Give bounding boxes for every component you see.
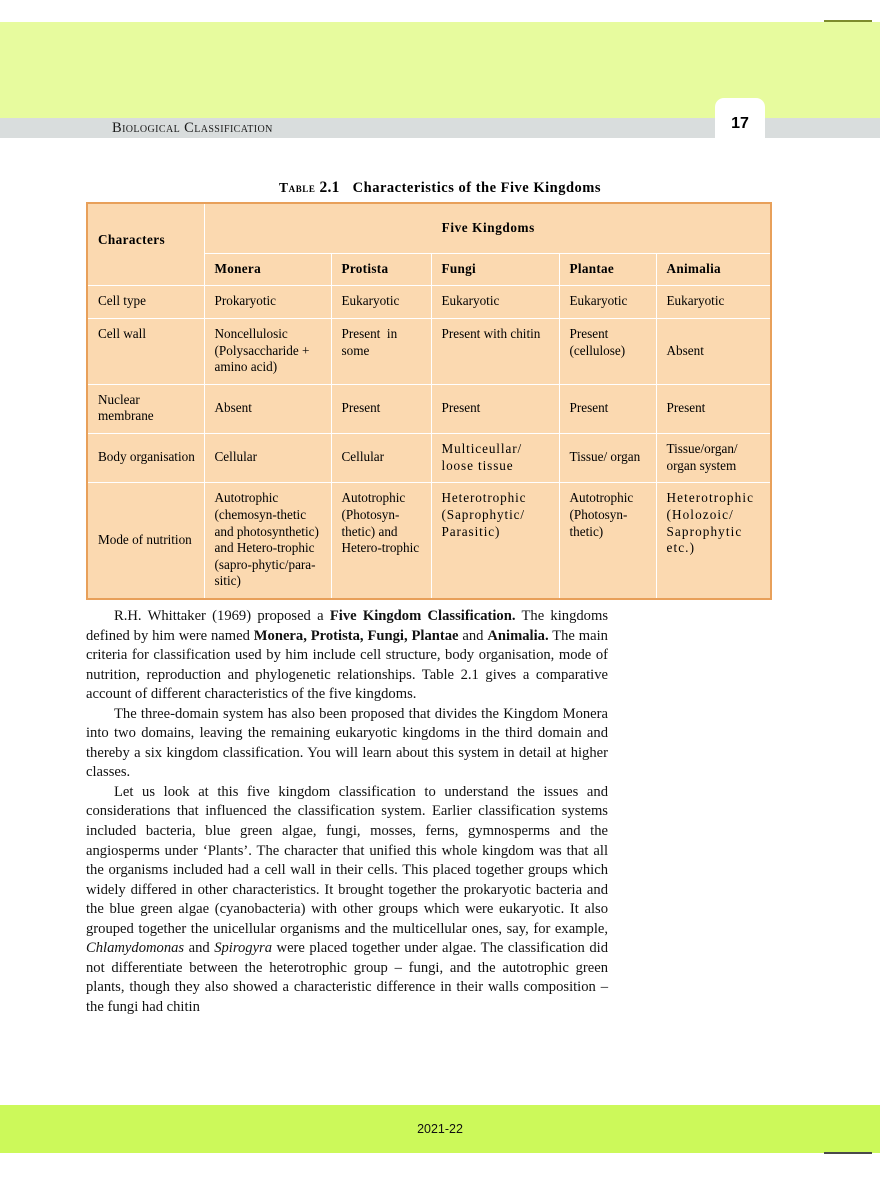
table-number: 2.1: [319, 179, 340, 196]
footer-corner-mark: [824, 1152, 872, 1154]
row-label-body-organisation: Body organisation: [87, 434, 204, 483]
table-header-five-kingdoms: Five Kingdoms: [204, 203, 771, 253]
cell-wall-protista: Present in some: [331, 318, 431, 384]
p1-bold-five-kingdom: Five Kingdom Classification.: [329, 608, 516, 624]
table-row: [87, 318, 771, 384]
five-kingdoms-table: [86, 202, 772, 600]
cell-type-monera: Prokaryotic: [204, 286, 331, 319]
body-organisation-protista: Cellular: [331, 434, 431, 483]
paragraph-five-kingdom-issues: [86, 783, 608, 1018]
body-organisation-animalia: Tissue/organ/ organ system: [656, 434, 771, 483]
cell-type-protista: Eukaryotic: [331, 286, 431, 319]
paragraph-three-domain: The three-domain system has also been proposed that divides the Kingdom Monera into two domains, leaving the remaining eukaryotic kingdoms in the third domain and thereby a six kingdom classification. You will learn about this system in detail at higher classes.: [86, 705, 608, 781]
table-header-characters: Characters: [87, 203, 204, 286]
table-row: [87, 384, 771, 433]
nuclear-membrane-monera: Absent: [204, 384, 331, 433]
p3-part-a: Let us look at this five kingdom classification to understand the issues and considerations that influenced the classification system. Earlier classification systems included bacteria, blue green algae, fungi, mosses, ferns, gymnosperms and the angiosperms under ‘Plants’. The character that unified this whole kingdom was that all the organisms included had a cell wall in their cells. This placed together groups which widely differed in other characteristics. It brought together the prokaryotic bacteria and the blue green algae (cyanobacteria) with other groups which were eukaryotic. It also grouped together the unicellular organisms and the multicellular ones, say, for example,: [86, 783, 608, 937]
cell-type-plantae: Eukaryotic: [559, 286, 656, 319]
nuclear-membrane-animalia: Present: [656, 384, 771, 433]
table-label: Table: [278, 180, 316, 195]
mode-of-nutrition-plantae: Autotrophic (Photosyn-thetic): [559, 483, 656, 599]
body-text: [86, 607, 608, 1017]
body-organisation-monera: Cellular: [204, 434, 331, 483]
mode-of-nutrition-monera: Autotrophic (chemosyn-thetic and photosynthetic) and Hetero-trophic (sapro-phytic/para-sitic): [204, 483, 331, 599]
p1-bold-animalia: Animalia.: [487, 627, 549, 644]
p1-part-g: The main criteria for classification used by him include cell structure, body organisation, mode of nutrition, reproduction and phylogenetic relationships. Table 2.1 gives a comparative account of different characteristics of the five kingdoms.: [86, 627, 608, 703]
table-row: [87, 483, 771, 599]
p3-italic-spirogyra: Spirogyra: [214, 940, 273, 957]
body-organisation-plantae: Tissue/ organ: [559, 434, 656, 483]
mode-of-nutrition-fungi: Heterotrophic (Saprophytic/ Parasitic): [431, 483, 559, 599]
nuclear-membrane-plantae: Present: [559, 384, 656, 433]
table-header-fungi: Fungi: [431, 253, 559, 286]
p3-part-c: were placed together under algae. The classification did not differentiate between the heterotrophic group – fungi, and the autotrophic green plants, though they also showed a characteristic difference in their walls composition – the fungi had chitin: [86, 940, 608, 1015]
p1-bold-kingdom-names: Monera, Protista, Fungi, Plantae: [253, 627, 459, 644]
mode-of-nutrition-protista: Autotrophic (Photosyn-thetic) and Hetero-trophic: [331, 483, 431, 599]
mode-of-nutrition-animalia: Heterotrophic (Holozoic/ Saprophytic etc.): [656, 483, 771, 599]
running-head: Biological Classification: [112, 120, 273, 136]
p3-part-b: and: [184, 940, 215, 957]
cell-wall-fungi: Present with chitin: [431, 318, 559, 384]
cell-type-animalia: Eukaryotic: [656, 286, 771, 319]
table-header-protista: Protista: [331, 253, 431, 286]
cell-wall-plantae: Present (cellulose): [559, 318, 656, 384]
p3-italic-chlamydomonas: Chlamydomonas: [86, 940, 185, 957]
p1-part-a: R.H. Whittaker (1969) proposed a: [114, 608, 330, 624]
table-row: [87, 286, 771, 319]
table-header-plantae: Plantae: [559, 253, 656, 286]
row-label-nuclear-membrane: Nuclear membrane: [87, 384, 204, 433]
table-caption: [0, 179, 880, 197]
table-header-animalia: Animalia: [656, 253, 771, 286]
nuclear-membrane-fungi: Present: [431, 384, 559, 433]
p1-part-c: The kingdoms defined by him were named: [86, 608, 609, 644]
table-row: [87, 434, 771, 483]
row-label-cell-type: Cell type: [87, 286, 204, 319]
p1-part-e: and: [458, 627, 488, 644]
body-organisation-fungi: Multiceullar/ loose tissue: [431, 434, 559, 483]
paragraph-whittaker: [86, 607, 608, 705]
row-label-mode-of-nutrition: Mode of nutrition: [87, 483, 204, 599]
table-header-row-group: [87, 203, 771, 253]
footer-year: 2021-22: [417, 1122, 463, 1136]
cell-wall-animalia: Absent: [656, 318, 771, 384]
page-number: 17: [731, 115, 749, 132]
table-header-monera: Monera: [204, 253, 331, 286]
table-caption-text: Characteristics of the Five Kingdoms: [352, 180, 602, 196]
row-label-cell-wall: Cell wall: [87, 318, 204, 384]
page-number-tab: [715, 98, 765, 140]
cell-wall-monera: Noncellulosic (Polysaccharide + amino acid): [204, 318, 331, 384]
cell-type-fungi: Eukaryotic: [431, 286, 559, 319]
nuclear-membrane-protista: Present: [331, 384, 431, 433]
